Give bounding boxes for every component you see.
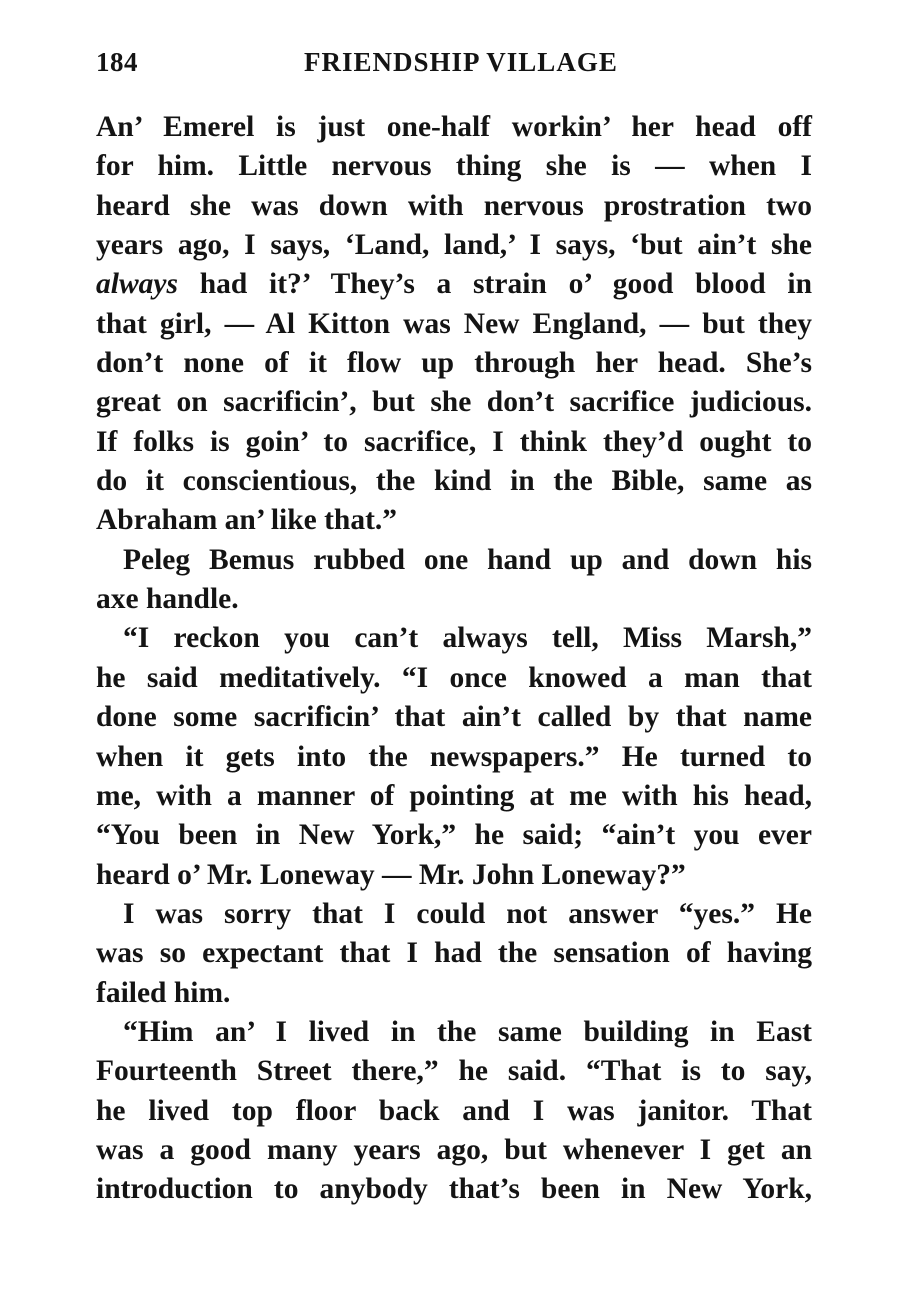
running-title: FRIENDSHIP VILLAGE bbox=[304, 47, 618, 77]
text-line: done some sacrificin’ that ain’t called by that name bbox=[96, 701, 812, 734]
text-line: great on sacrificin’, but she don’t sacrifice judicious. bbox=[96, 386, 812, 419]
paragraph-start-line: “Him an’ I lived in the same building in East bbox=[123, 1015, 812, 1048]
text-line: was a good many years ago, but whenever I get an bbox=[96, 1133, 812, 1166]
text-line-rest: had it?’ They’s a strain o’ good blood in bbox=[177, 268, 812, 301]
paragraph-start-line: Peleg Bemus rubbed one hand up and down his bbox=[123, 543, 812, 576]
text-line: “You been in New York,” he said; “ain’t you ever bbox=[96, 819, 812, 852]
text-line: for him. Little nervous thing she is — when I bbox=[96, 150, 812, 183]
text-line: me, with a manner of pointing at me with his head, bbox=[96, 779, 812, 812]
paragraph-end-line: axe handle. bbox=[96, 583, 239, 616]
paragraph-end-line: Abraham an’ like that.” bbox=[96, 504, 398, 537]
text-line: heard she was down with nervous prostration two bbox=[96, 189, 812, 222]
text-line: that girl, — Al Kitton was New England, — but they bbox=[96, 307, 812, 340]
paragraph-start-line: “I reckon you can’t always tell, Miss Marsh,” bbox=[123, 622, 812, 655]
text-line: he said meditatively. “I once knowed a man that bbox=[96, 661, 812, 694]
paragraph-start-line: I was sorry that I could not answer “yes.” He bbox=[123, 897, 812, 930]
text-line: introduction to anybody that’s been in New York, bbox=[96, 1173, 812, 1206]
text-line: don’t none of it flow up through her head. She’s bbox=[96, 347, 812, 380]
italic-word: always bbox=[96, 268, 178, 301]
text-line: years ago, I says, ‘Land, land,’ I says, ‘but ain’t she bbox=[96, 229, 812, 262]
text-line: was so expectant that I had the sensation of having bbox=[96, 937, 812, 970]
text-line: An’ Emerel is just one-half workin’ her head off bbox=[96, 111, 812, 143]
text-line: when it gets into the newspapers.” He turned to bbox=[96, 740, 812, 773]
text-line: Fourteenth Street there,” he said. “That is to say, bbox=[96, 1055, 812, 1088]
text-line: do it conscientious, the kind in the Bible, same as bbox=[96, 465, 812, 498]
text-line bbox=[96, 265, 812, 304]
body-text bbox=[96, 108, 812, 1210]
text-line: If folks is goin’ to sacrifice, I think they’d ought to bbox=[96, 425, 812, 458]
paragraph-end-line: heard o’ Mr. Loneway — Mr. John Loneway?” bbox=[96, 858, 686, 891]
running-head bbox=[96, 47, 812, 83]
paragraph-end-line: failed him. bbox=[96, 976, 231, 1009]
page-number: 184 bbox=[96, 47, 138, 77]
text-line: he lived top floor back and I was janitor. That bbox=[96, 1094, 812, 1127]
